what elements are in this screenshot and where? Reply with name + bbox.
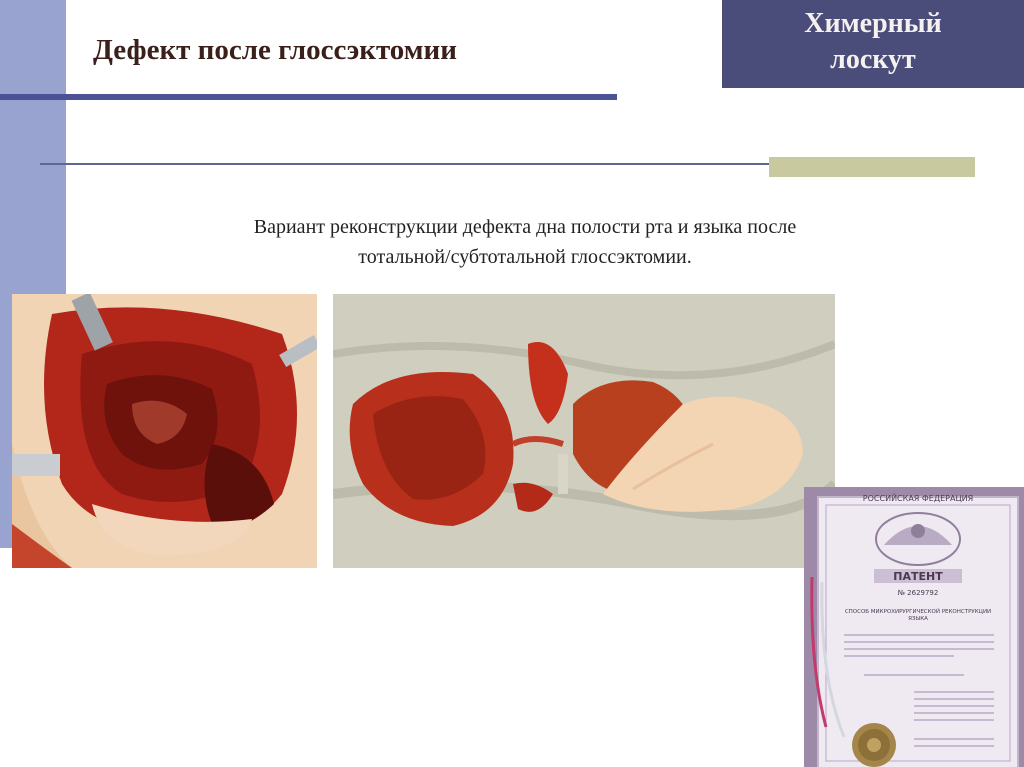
surgical-defect-photo bbox=[12, 294, 317, 568]
chimeric-flap-photo bbox=[333, 294, 835, 568]
section-label-line-2: лоскут bbox=[830, 44, 916, 75]
patent-subject-line-1: СПОСОБ МИКРОХИРУРГИЧЕСКОЙ РЕКОНСТРУКЦИИ bbox=[844, 609, 992, 615]
section-label-box bbox=[722, 0, 1024, 88]
title-underline bbox=[0, 94, 617, 100]
patent-certificate-photo bbox=[804, 487, 1024, 767]
patent-number: № 2629792 bbox=[897, 589, 939, 597]
slide-description bbox=[150, 212, 900, 272]
section-label-line-1: Химерный bbox=[804, 8, 942, 39]
patent-header: РОССИЙСКАЯ ФЕДЕРАЦИЯ bbox=[862, 494, 974, 503]
description-line-1: Вариант реконструкции дефекта дна полости рта и языка после bbox=[253, 216, 797, 238]
patent-word: ПАТЕНТ bbox=[893, 570, 943, 583]
page-title: Дефект после глоссэктомии bbox=[93, 34, 457, 66]
description-line-2: тотальной/субтотальной глоссэктомии. bbox=[358, 246, 692, 268]
patent-subject-line-2: ЯЗЫКА bbox=[908, 616, 928, 622]
divider-accent-bar bbox=[769, 157, 975, 177]
